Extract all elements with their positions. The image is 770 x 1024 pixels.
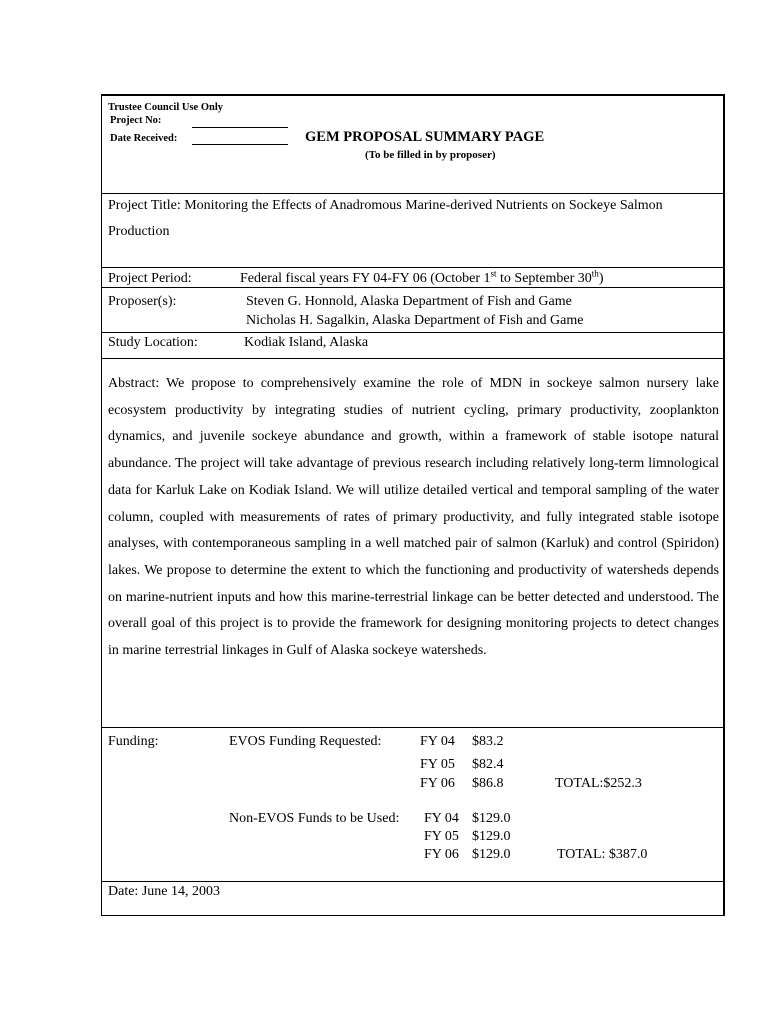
evos-funding-label: EVOS Funding Requested:: [229, 734, 382, 749]
non-evos-funds-label: Non-EVOS Funds to be Used:: [229, 811, 400, 826]
study-location-label: Study Location:: [108, 335, 198, 350]
evos-amount: $86.8: [472, 776, 504, 791]
study-location-value: Kodiak Island, Alaska: [244, 335, 369, 350]
project-period-label: Project Period:: [108, 271, 192, 286]
funding-label: Funding:: [108, 734, 159, 749]
date-line: Date: June 14, 2003: [108, 884, 220, 899]
date-received-label: Date Received:: [110, 133, 178, 144]
project-period-value: Federal fiscal years FY 04-FY 06 (October 1st to September 30th): [240, 268, 604, 286]
non-evos-amount: $129.0: [472, 811, 511, 826]
page-title: GEM PROPOSAL SUMMARY PAGE: [305, 129, 545, 145]
divider: [102, 193, 723, 194]
non-evos-total: TOTAL: $387.0: [557, 847, 648, 862]
evos-fy: FY 05: [420, 757, 455, 772]
page-subtitle: (To be filled in by proposer): [365, 149, 496, 161]
evos-total: TOTAL:$252.3: [555, 776, 642, 791]
proposers-label: Proposer(s):: [108, 294, 177, 309]
project-no-label: Project No:: [110, 115, 162, 126]
proposer-2: Nicholas H. Sagalkin, Alaska Department of Fish and Game: [246, 313, 584, 328]
project-no-blank: [192, 127, 288, 128]
evos-fy: FY 04: [420, 734, 455, 749]
divider: [102, 727, 723, 728]
divider: [102, 881, 723, 882]
divider: [102, 358, 723, 359]
proposer-1: Steven G. Honnold, Alaska Department of Fish and Game: [246, 294, 572, 309]
divider: [102, 287, 723, 288]
project-title-line-1: Project Title: Monitoring the Effects of Anadromous Marine-derived Nutrients on Sockeye Salmon: [108, 198, 663, 213]
non-evos-fy: FY 06: [424, 847, 459, 862]
evos-amount: $82.4: [472, 757, 504, 772]
divider: [102, 267, 723, 268]
proposal-summary-form: [101, 94, 725, 916]
abstract-text: Abstract: We propose to comprehensively examine the role of MDN in sockeye salmon nursery lake ecosystem productivity by integrating studies of nutrient cycling, primary productivity, zooplankton dynamics, and juvenile sockeye abundance and growth, within a framework of stable isotope natural abundance. The project will take advantage of previous research including relatively long-term limnological data for Karluk Lake on Kodiak Island. We will utilize detailed vertical and temporal sampling of the water column, coupled with measurements of rates of primary productivity, and fully integrated stable isotope analyses, with contemporaneous sampling in a well matched pair of salmon (Karluk) and control (Spiridon) lakes. We propose to determine the extent to which the functioning and productivity of watersheds depends on marine-nutrient inputs and how this marine-terrestrial linkage can be better detected and understood. The overall goal of this project is to provide the framework for designing monitoring projects to detect changes in marine terrestrial linkages in Gulf of Alaska sockeye watersheds.: [108, 376, 719, 659]
non-evos-amount: $129.0: [472, 847, 511, 862]
evos-fy: FY 06: [420, 776, 455, 791]
trustee-council-label: Trustee Council Use Only: [108, 102, 224, 113]
non-evos-amount: $129.0: [472, 829, 511, 844]
divider: [102, 332, 723, 333]
non-evos-fy: FY 05: [424, 829, 459, 844]
evos-amount: $83.2: [472, 734, 504, 749]
date-received-blank: [192, 144, 288, 145]
project-title-line-2: Production: [108, 224, 170, 239]
non-evos-fy: FY 04: [424, 811, 459, 826]
